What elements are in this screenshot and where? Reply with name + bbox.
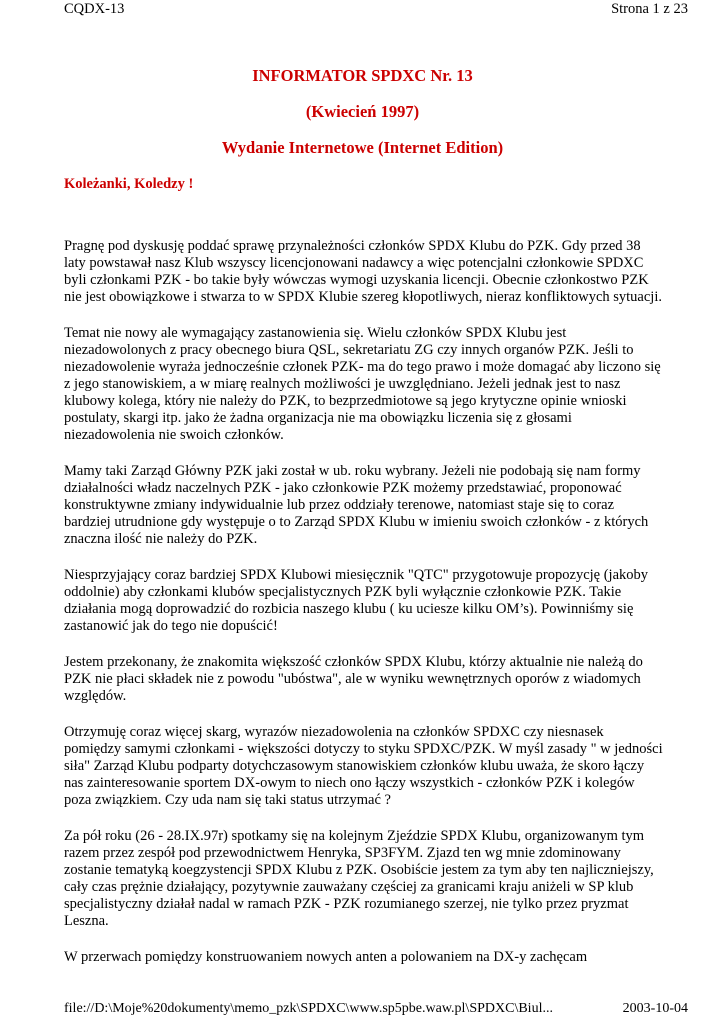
paragraph: Pragnę pod dyskusję poddać sprawę przynależności członków SPDX Klubu do PZK. Gdy przed 38 laty powstawał nasz Klub wszyscy licencjonowani nadawcy a więc potencjalni członkowie SPDXC byli członkami PZK - bo takie były wówczas wymogi uzyskania licencji. Obecnie członkostwo PZK nie jest obowiązkowe i stwarza to w SPDX Klubie szereg kłopotliwych, nieraz konfliktowych sytuacji. (64, 238, 662, 305)
paragraph: Za pół roku (26 - 28.IX.97r) spotkamy się na kolejnym Zjeździe SPDX Klubu, organizowanym tym razem przez zespół pod przewodnictwem Henryka, SP3FYM. Zjazd ten wg mnie zdominowany zostanie tematyką koegzystencji SPDX Klubu z PZK. Osobiście jestem za tym aby ten najliczniejszy, cały czas prężnie działający, pozytywnie zauważany częściej za granicami kraju aniżeli w SP klub specjalistyczny działał nadal w ramach PZK - PZK rozumianego szerzej, nie tylko przez pryzmat Leszna. (64, 828, 654, 929)
article-body (64, 238, 664, 985)
paragraph: Niesprzyjający coraz bardziej SPDX Klubowi miesięcznik "QTC" przygotowuje propozycję (jakoby oddolnie) aby członkami klubów specjalistycznych PZK byli wyłącznie członkowie PZK. Takie działania mogą doprowadzić do rozbicia naszego klubu ( ku uciesze kilku OM’s). Powinniśmy się zastanowić jak do tego nie dopuścić! (64, 567, 649, 634)
page-footer (64, 1000, 688, 1020)
print-date: 2003-10-04 (622, 1001, 688, 1016)
issue-date: (Kwiecień 1997) (305, 102, 420, 121)
edition-title: Wydanie Internetowe (Internet Edition) (221, 138, 504, 157)
greeting: Koleżanki, Koledzy ! (64, 176, 194, 192)
file-path: file://D:\Moje%20dokumenty\memo_pzk\SPDXC\www.sp5pbe.waw.pl\SPDXC\Biul... (64, 1001, 553, 1016)
document-id: CQDX-13 (64, 1, 125, 17)
paragraph: Jestem przekonany, że znakomita większość członków SPDX Klubu, którzy aktualnie nie należą do PZK nie płaci składek nie z powodu "ubóstwa", ale w wyniku wewnętrznych oporów z wiadomych względów. (64, 654, 643, 704)
paragraph: Otrzymuję coraz więcej skarg, wyrazów niezadowolenia na członków SPDXC czy niesnasek pomiędzy samymi członkami - większości dotyczy to styku SPDXC/PZK. W myśl zasady " w jedności siła" Zarząd Klubu podparty dotychczasowym stanowiskiem członków klubu uważa, że skoro łączy nas zainteresowanie sportem DX-owym to niech ono łączy wszystkich - członków PZK i kolegów poza związkiem. Czy uda nam się taki status utrzymać ? (64, 724, 663, 808)
paragraph: Temat nie nowy ale wymagający zastanowienia się. Wielu członków SPDX Klubu jest niezadowolonych z pracy obecnego biura QSL, sekretariatu ZG czy innych organów PZK. Jeśli to niezadowolenie wyraża jednocześnie członek PZK- ma do tego prawo i może domagać aby liczono się z jego stanowiskiem, a w miarę realnych możliwości je uwzględniano. Jeżeli jednak jest to nasz klubowy kolega, który nie należy do PZK, to bezprzedmiotowe są jego krytyczne opinie wnioski postulaty, skargi itp. jako że żadna organizacja nie ma obowiązku liczenia się z głosami niezadowolenia nie swoich członków. (64, 325, 661, 443)
paragraph: W przerwach pomiędzy konstruowaniem nowych anten a polowaniem na DX-y zachęcam (64, 949, 588, 965)
page-number: Strona 1 z 23 (611, 1, 688, 17)
paragraph: Mamy taki Zarząd Główny PZK jaki został w ub. roku wybrany. Jeżeli nie podobają się nam formy działalności władz naczelnych PZK - jako członkowie PZK możemy przedstawiać, proponować konstruktywne zmiany indywidualnie lub przez oddziały terenowe, natomiast staje się to coraz bardziej utrudnione gdy występuje o to Zarząd SPDX Klubu w imieniu swoich członków - z których znaczna ilość nie należy do PZK. (64, 463, 649, 547)
page-header (64, 0, 688, 20)
main-title: INFORMATOR SPDXC Nr. 13 (252, 66, 473, 85)
